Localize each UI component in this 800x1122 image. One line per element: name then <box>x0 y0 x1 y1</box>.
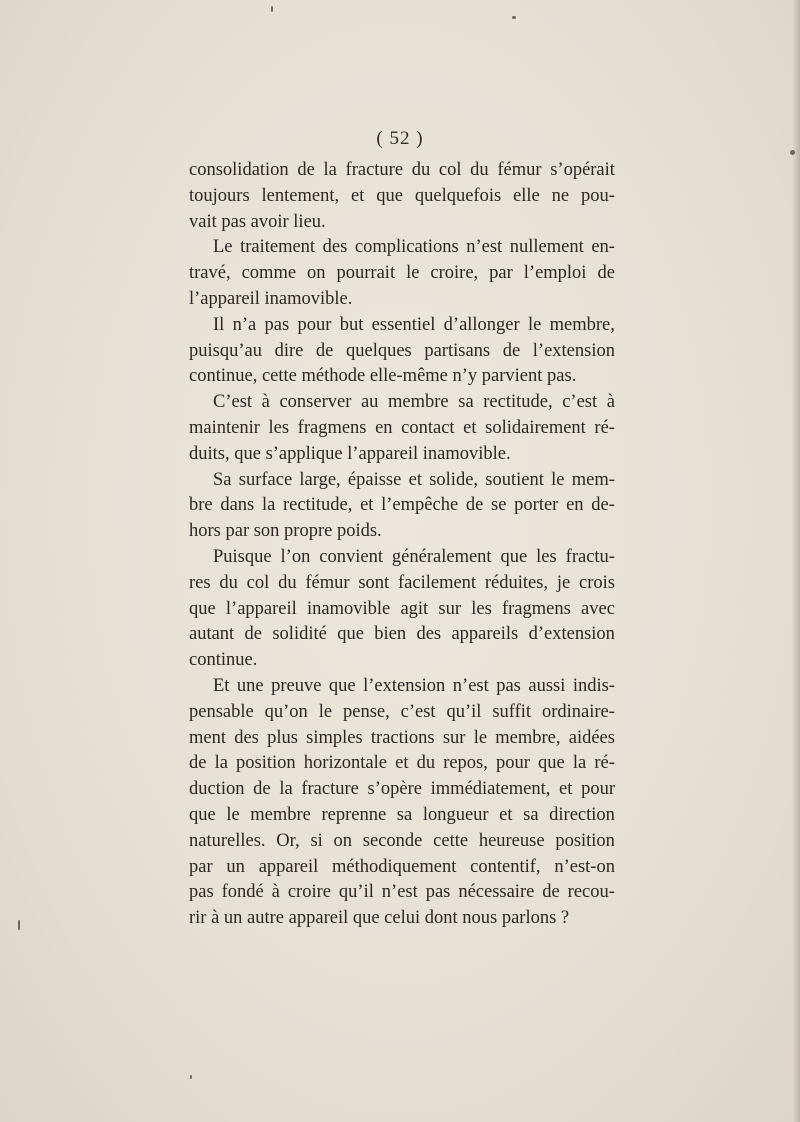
text-line: ment des plus simples tractions sur le membre, aidées <box>189 727 615 748</box>
text-line: C’est à conserver au membre sa rectitude, c’est à <box>213 392 615 413</box>
page-edge-shadow <box>792 0 800 1122</box>
text-line: res du col du fémur sont facilement réduites, je crois <box>189 572 615 593</box>
text-line: Et une preuve que l’extension n’est pas aussi indis- <box>213 675 615 696</box>
text-line: continue. <box>189 650 258 671</box>
text-line: toujours lentement, et que quelquefois elle ne pou- <box>189 185 615 206</box>
text-line: travé, comme on pourrait le croire, par l’emploi de <box>189 263 615 284</box>
paper-speck <box>190 1075 192 1079</box>
paper-speck <box>18 920 20 930</box>
text-line: que l’appareil inamovible agit sur les fragmens avec <box>189 598 615 619</box>
text-line: duits, que s’applique l’appareil inamovible. <box>189 443 511 464</box>
text-line: par un appareil méthodiquement contentif, n’est-on <box>189 856 615 877</box>
text-line: duction de la fracture s’opère immédiatement, et pour <box>189 779 615 800</box>
text-line: maintenir les fragmens en contact et solidairement ré- <box>189 417 615 438</box>
text-line: rir à un autre appareil que celui dont nous parlons ? <box>189 908 570 929</box>
text-line: Puisque l’on convient généralement que les fractu- <box>213 546 615 567</box>
text-line: consolidation de la fracture du col du fémur s’opérait <box>189 160 615 180</box>
text-line: l’appareil inamovible. <box>189 288 353 309</box>
text-line: bre dans la rectitude, et l’empêche de se porter en de- <box>189 495 615 516</box>
paper-speck <box>512 16 516 19</box>
text-line: pensable qu’on le pense, c’est qu’il suffit ordinaire- <box>189 701 615 722</box>
paper-speck <box>790 150 795 155</box>
text-line: Il n’a pas pour but essentiel d’allonger le membre, <box>213 314 615 335</box>
text-line: pas fondé à croire qu’il n’est pas nécessaire de recou- <box>189 882 615 903</box>
text-line: vait pas avoir lieu. <box>189 211 326 232</box>
text-line: hors par son propre poids. <box>189 521 382 542</box>
text-line: continue, cette méthode elle-même n’y parvient pas. <box>189 366 577 387</box>
text-line: Le traitement des complications n’est nullement en- <box>213 237 615 258</box>
text-line: autant de solidité que bien des appareils d’extension <box>189 624 615 645</box>
paper-speck <box>271 6 273 12</box>
body-text <box>189 158 615 932</box>
page-number: ( 52 ) <box>376 128 424 149</box>
text-line: puisqu’au dire de quelques partisans de l’extension <box>189 340 615 361</box>
text-line: de la position horizontale et du repos, pour que la ré- <box>189 753 615 774</box>
text-line: que le membre reprenne sa longueur et sa direction <box>189 804 615 825</box>
text-line: Sa surface large, épaisse et solide, soutient le mem- <box>213 469 615 490</box>
text-line: naturelles. Or, si on seconde cette heureuse position <box>189 830 615 851</box>
